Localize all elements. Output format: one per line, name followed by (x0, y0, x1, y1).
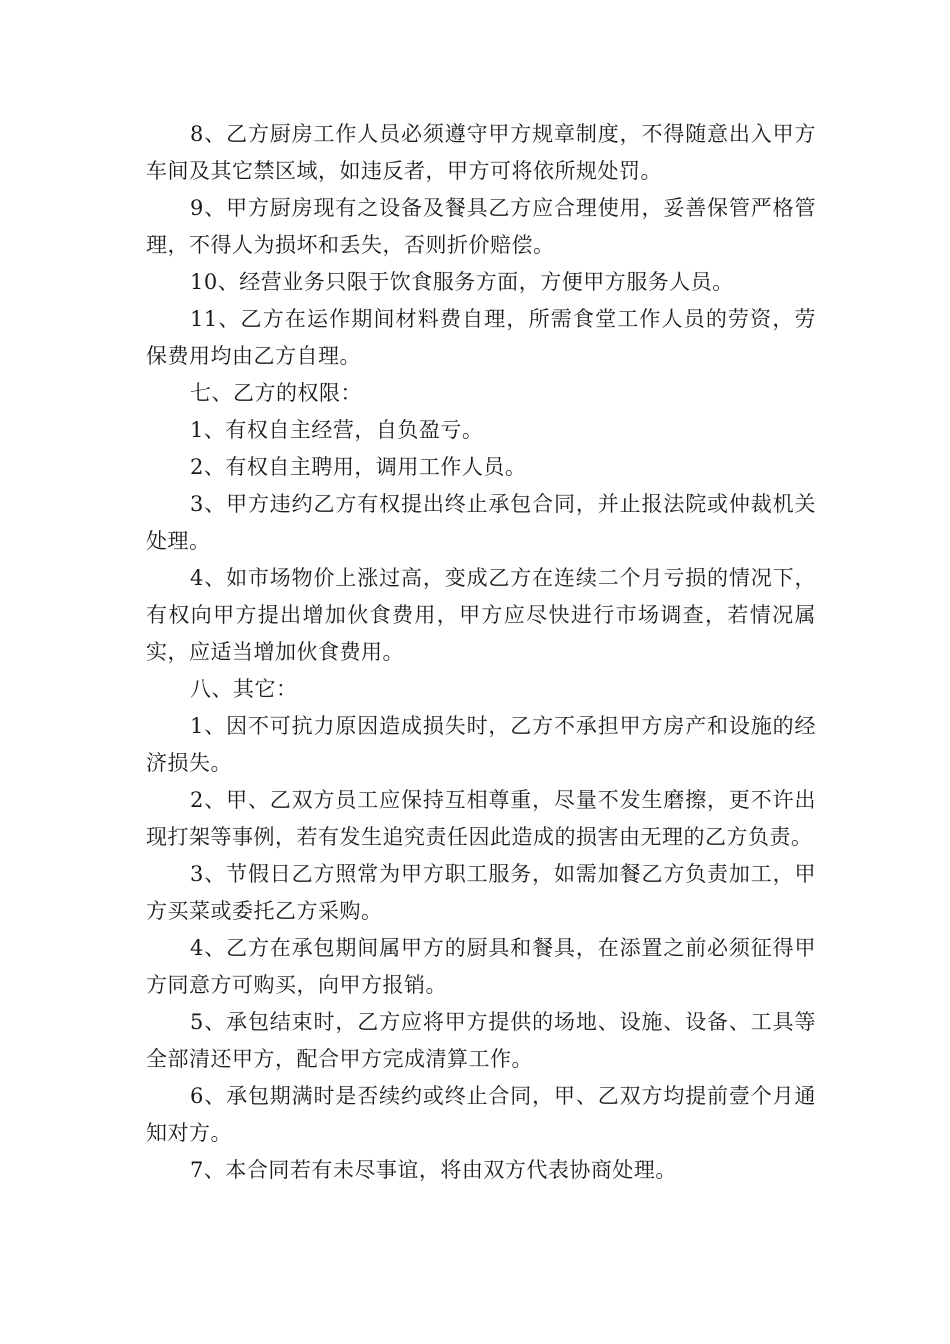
rights-clause-1: 1、有权自主经营，自负盈亏。 (190, 418, 484, 442)
other-clause-5: 5、承包结束时，乙方应将甲方提供的场地、设施、设备、工具等全部清还甲方，配合甲方完成清算工作。 (146, 1010, 816, 1071)
other-clause-1: 1、因不可抗力原因造成损失时，乙方不承担甲方房产和设施的经济损失。 (146, 714, 816, 775)
rights-clause-4: 4、如市场物价上涨过高，变成乙方在连续二个月亏损的情况下，有权向甲方提出增加伙食费用，甲方应尽快进行市场调查，若情况属实，应适当增加伙食费用。 (146, 566, 816, 664)
other-clause-2: 2、甲、乙双方员工应保持互相尊重，尽量不发生磨擦，更不许出现打架等事例，若有发生追究责任因此造成的损害由无理的乙方负责。 (146, 788, 816, 849)
other-clause-3: 3、节假日乙方照常为甲方职工服务，如需加餐乙方负责加工，甲方买菜或委托乙方采购。 (146, 862, 816, 923)
document-body (146, 116, 816, 1189)
clause-8: 8、乙方厨房工作人员必须遵守甲方规章制度，不得随意出入甲方车间及其它禁区域，如违反者，甲方可将依所规处罚。 (146, 122, 816, 183)
section-heading-8: 八、其它： (190, 677, 298, 701)
section-heading-7: 七、乙方的权限： (190, 381, 362, 405)
other-clause-4: 4、乙方在承包期间属甲方的厨具和餐具，在添置之前必须征得甲方同意方可购买，向甲方报销。 (146, 936, 816, 997)
other-clause-6: 6、承包期满时是否续约或终止合同，甲、乙双方均提前壹个月通知对方。 (146, 1084, 816, 1145)
clause-11: 11、乙方在运作期间材料费自理，所需食堂工作人员的劳资，劳保费用均由乙方自理。 (146, 307, 816, 368)
clause-10: 10、经营业务只限于饮食服务方面，方便甲方服务人员。 (190, 270, 734, 294)
rights-clause-3: 3、甲方违约乙方有权提出终止承包合同，并止报法院或仲裁机关处理。 (146, 492, 816, 553)
rights-clause-2: 2、有权自主聘用，调用工作人员。 (190, 455, 527, 479)
other-clause-7: 7、本合同若有未尽事谊，将由双方代表协商处理。 (190, 1158, 677, 1182)
clause-9: 9、甲方厨房现有之设备及餐具乙方应合理使用，妥善保管严格管理，不得人为损坏和丢失，否则折价赔偿。 (146, 196, 816, 257)
